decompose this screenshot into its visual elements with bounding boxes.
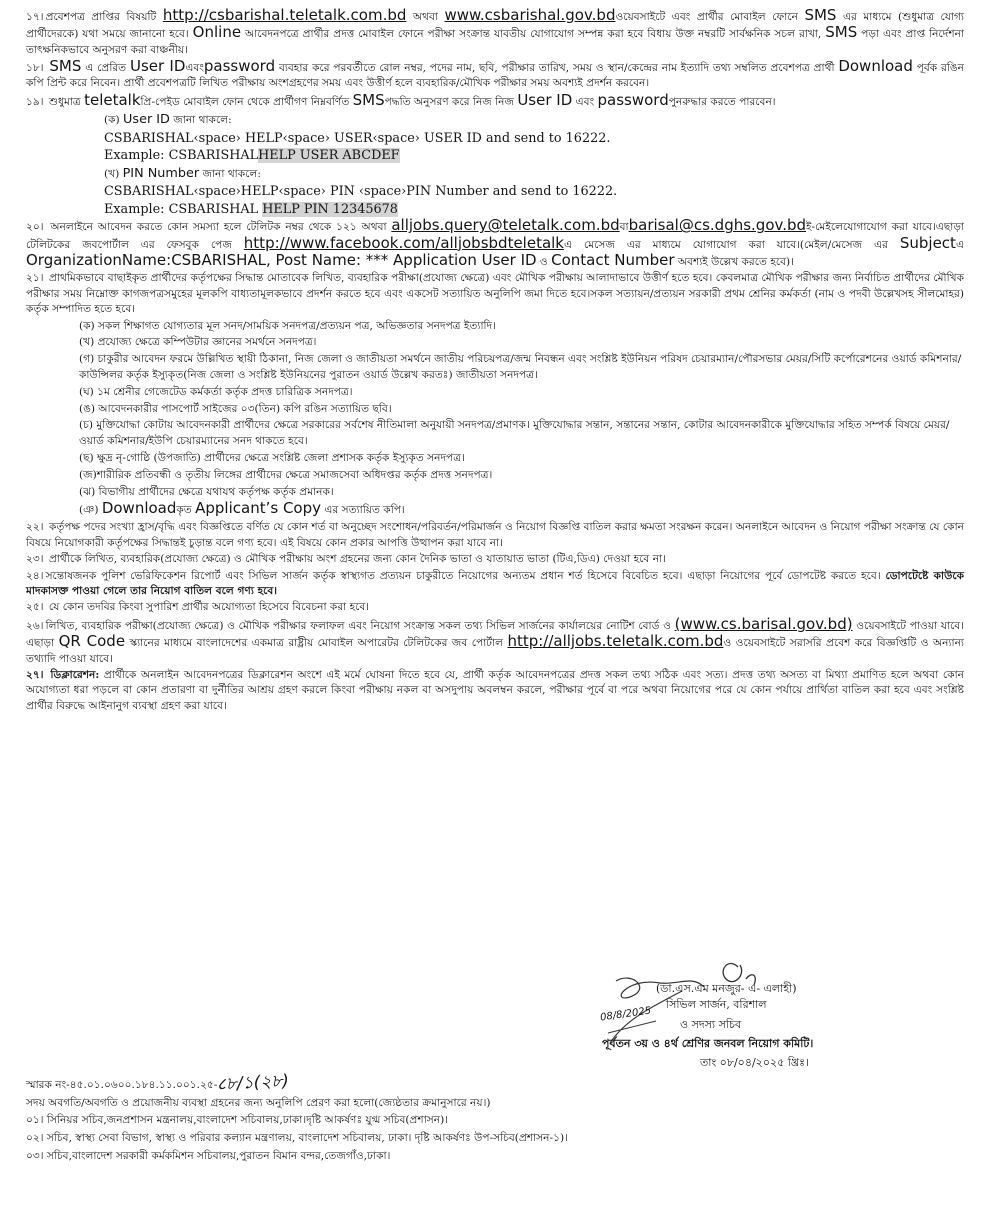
signature-date: তাং ০৮/০৪/২০২৫ খ্রিঃ। <box>700 1056 809 1069</box>
csbarishal-teletalk-link[interactable]: http://csbarishal.teletalk.com.bd <box>162 6 407 24</box>
distribution-item: ০৩। সচিব,বাংলাদেশ সরকারী কর্মকমিশন সচিবালয়,পুরাতন বিমান বন্দর,তেজগাঁও,ঢাকা। <box>26 1149 391 1162</box>
clause-17: ১৭। প্রবেশপত্র প্রাপ্তির বিষয়টি http://csbarishal.teletalk.com.bd অথবা www.csbarishal.gov.bdওয়েবসাইটে এবং প্রার্থীর মোবাইল ফোনে SMS এর মাধ্যমে (শুধুমাত্র যোগ্য প্রার্থীদেরকে) যথা সময়ে জানানো হবে। Online আবেদনপত্রে প্রার্থীর প্রদত্ত মোবাইল ফোনে পরীক্ষা সংক্রান্ত যাবতীয় যোগাযোগ সম্পন্ন করা হবে বিধায় উক্ত নম্বরটি সার্বক্ষনিক সচল রাখা, SMS পড়া এবং প্রাপ্ত নির্দেশনা তাৎক্ষনিকভাবে অনুসরণ করা বাঞ্চনীয়। <box>26 6 965 56</box>
list-item: (ঞ) Downloadকৃত Applicant’s Copy এর সত্যায়িত কপি। <box>79 499 405 518</box>
sms-help-instructions <box>104 111 964 218</box>
clause-number: ২৫। <box>26 601 44 614</box>
list-item: (ঝ) বিভাগীয় প্রার্থীদের ক্ষেত্রে যথাযথ কর্তৃপক্ষ কর্তৃক প্রমানক। <box>79 485 334 498</box>
memo-distribution <box>26 1071 966 1166</box>
sms-help-userid-example: Example: CSBARISHALHELP USER ABCDEF <box>104 148 400 164</box>
list-item: (খ) প্রযোজ্য ক্ষেত্রে কম্পিউটার জ্ঞানের সমর্থনে সনদপত্র। <box>79 336 317 349</box>
clause-number: ১৯। <box>26 95 44 108</box>
clause-26: ২৬। লিখিত, ব্যবহারিক পরীক্ষা(প্রযোজ্য ক্ষেত্রে) ও মৌখিক পরীক্ষার ফলাফল এবং নিয়োগ সংক্রান্ত সকল তথ্য সিভিল সার্জনের কার্যালয়ের নোটিশ বোর্ড ও (www.cs.barisal.gov.bd) ওয়েবসাইটে পাওয়া যাবে। এছাড়া QR Code স্ক্যানের মাধ্যমে বাংলাদেশের একমাত্র রাষ্ট্রীয় মোবাইল অপারেটর টেলিটকের জব পোর্টাল http://alljobs.teletalk.com.bdও ওয়েবসাইটে সরাসরি প্রবেশ করে বিজ্ঞপ্তিটি ও অন্যান্য তথ্যাদি পাওয়া যাবে। <box>26 614 964 665</box>
signature-block <box>596 955 976 1085</box>
clause-number: ১৭। <box>26 11 44 23</box>
sms-help-userid-format: CSBARISHAL‹space› HELP‹space› USER‹space› USER ID and send to 16222. <box>104 130 611 146</box>
signatory-name: (ডা.এস.এম মনজুর- এ- এলাহী) <box>656 982 797 995</box>
alljobs-teletalk-link[interactable]: http://alljobs.teletalk.com.bd <box>507 632 724 651</box>
cs-barisal-website-link[interactable]: (www.cs.barisal.gov.bd) <box>674 614 853 633</box>
clause-21: ২১। প্রাথমিকভাবে বাছাইকৃত প্রার্থীদের কর্তৃপক্ষের সিদ্ধান্ত মোতাবেক লিখিত, ব্যবহারিক পরীক্ষা(প্রযোজ্য ক্ষেত্রে) এবং মৌখিক পরীক্ষায় আলাদাভাবে উত্তীর্ণ হতে হবে। কেবলমাত্র মৌখিক পরীক্ষার জন্য নির্বাচিত প্রার্থীদের মৌখিক পরীক্ষার সময় নিম্নোক্ত কাগজপত্রসমুহের মূলকপি বাধ্যতামূলকভাবে প্রদর্শন করতে হবে এবং একসেট সত্যায়িত অনুলিপি জমা দিতে হবে।সকল সত্যায়ন/প্রত্যয়ন সরকারী প্রথম শ্রেনির কর্মকর্তা (নাম ও পদবী উল্লেখসহ সীলমোহর) কর্তৃক সম্পাদিত হতে হবে। <box>26 272 964 316</box>
clause-number: ২১। <box>26 272 44 285</box>
sms-help-pin-format: CSBARISHAL‹space›HELP‹space› PIN ‹space›PIN Number and send to 16222. <box>104 184 618 200</box>
signatory-title: সিভিল সার্জন, বরিশাল <box>666 998 767 1011</box>
list-item: (ক) সকল শিক্ষাগত যোগ্যতার মূল সনদ/সাময়িক সনদপত্র/প্রত্যয়ন পত্র, অভিজ্ঞতার সনদপত্র ইত্যাদি। <box>79 319 496 332</box>
barisal-email-link[interactable]: barisal@cs.dghs.gov.bd <box>628 216 807 235</box>
list-item: (ছ) ক্ষুদ্র নৃ-গোষ্ঠি (উপজাতি) প্রার্থীদের ক্ষেত্রে সংশ্লিষ্ট জেলা প্রশাসক কর্তৃক ইস্যুকৃত সনদপত্র। <box>79 451 465 464</box>
handwritten-memo-number: ८৮/১(২৮) <box>216 1071 290 1095</box>
list-item: (চ) মুক্তিযোদ্ধা কোটায় আবেদনকারী প্রার্থীদের ক্ষেত্রে সরকারের সর্বশেষ নীতিমালা অনুযায়ী সনদপত্র/প্রমাণক। মুক্তিযোদ্ধার সন্তান, সন্তানের সন্তান, কোটার আবেদনকারীকে মুক্তিযোদ্ধার সহিত সম্পর্ক বিষয়ে মেয়র/ওয়ার্ড কমিশনার/ইউপি চেয়ারম্যানের সনদ থাকতে হবে। <box>79 419 950 447</box>
list-item: (ঙ) আবেদনকারীর পাসপোর্ট সাইজের ০৩(তিন) কপি রঙিন সত্যায়িত ছবি। <box>79 402 392 415</box>
list-item: (ঘ) ১ম শ্রেনীর গেজেটেড কর্মকর্তা কর্তৃক প্রদত্ত চারিত্রিক সনদপত্র। <box>79 385 353 398</box>
memo-reference: স্মারক নং-৪৫.০১.০৬০০.১৮৪.১১.০০১.২৫-८৮/১(২৮) <box>26 1071 290 1095</box>
clause-23: ২৩। প্রার্থীকে লিখিত, ব্যবহারিক(প্রযোজ্য ক্ষেত্রে) ও মৌখিক পরীক্ষায় অংশ গ্রহনের জন্য কোন দৈনিক ভাতা ও যাতায়াত ভাতা (টিএ,ডিএ) দেওয়া হবে না। <box>26 553 666 566</box>
clause-25: ২৫। যে কোন তদবির কিংবা সুপারিশ প্রার্থীর অযোগ্যতা হিসেবে বিবেচনা করা হবে। <box>26 601 370 614</box>
distribution-item: ০১। সিনিয়র সচিব,জনপ্রশাসন মন্ত্রনালয়,বাংলাদেশ সচিবালয়,ঢাকা।দৃষ্টি আকর্ষণঃ যুগ্ম সচিব(প্রশাসন)। <box>26 1114 449 1127</box>
clause-20: ২০। অনলাইনে আবেদন করতে কোন সমস্যা হলে টেলিটক নম্বর থেকে ১২১ অথবা alljobs.query@teletalk.com.bdবাbarisal@cs.dghs.gov.bdই-মেইলেযোগাযোগ করা যাবে।এছাড়া টেলিটকের জবপোর্টাল এর ফেসবুক পেজ http://www.facebook.com/alljobsbdteletalkএ মেসেজ এর মাধ্যমে যোগাযোগ করা যাবে।(মেইল/মেসেজ এর Subjectএ OrganizationName:CSBARISHAL, Post Name: *** Application User ID ও Contact Number অবশ্যই উল্লেখ করতে হবে)। <box>26 216 964 269</box>
clause-number: ২২। <box>26 521 44 534</box>
facebook-page-link[interactable]: http://www.facebook.com/alljobsbdteletalk <box>243 233 564 252</box>
clause-27-declaration: ২৭। ডিক্লারেশন: প্রার্থীকে অনলাইন আবেদনপত্রের ডিক্লারেশন অংশে এই মর্মে ঘোষনা দিতে হবে যে, প্রার্থী কর্তৃক আবেদনপত্রের প্রদত্ত সকল তথ্য সঠিক এবং সত্য। প্রদত্ত তথ্য অসত্য বা মিথ্যা প্রমাণিত হলে অথবা কোন অযোগ্যতা ধরা পড়লে বা কোন প্রতারণা বা দুর্নীতির আশ্রয় গ্রহণ করলে কিংবা পরীক্ষায় নকল বা অসদুপায় অবলম্বন করলে, পরীক্ষার পূর্বে বা পরে অথবা নিয়োগের পরে যে কোন পর্যায়ে প্রার্থিতা বাতিল করা হবে এবং সংশ্লিষ্ট প্রার্থীর বিরুদ্ধে আইনানুগ ব্যবস্থা গ্রহণ করা যাবে। <box>26 668 964 712</box>
sms-help-userid-heading: (ক) User ID জানা থাকলে: <box>104 112 232 128</box>
sms-help-pin-example: Example: CSBARISHAL HELP PIN 12345678 <box>104 201 398 217</box>
clause-18: ১৮। SMS এ প্রেরিত User IDএবংpassword ব্যবহার করে পরবর্তীতে রোল নম্বর, পদের নাম, ছবি, পরীক্ষার তারিখ, সময় ও স্থান/কেন্দ্রের নাম ইত্যাদি তথ্য সম্বলিত প্রবেশপত্র প্রার্থী Download পূর্বক রঙিন কপি প্রিন্ট করে নিবেন। প্রার্থী প্রবেশপত্রটি লিখিত পরীক্ষায় অংশগ্রহণের সময় এবং উত্তীর্ণ হলে ব্যবহারিক/মৌখিক পরীক্ষার সময় অবশ্যই প্রদর্শন করবেন। <box>26 57 965 90</box>
required-documents-list <box>79 319 964 519</box>
clause-24: ২৪। সন্তোষজনক পুলিশ ভেরিফিকেশন রিপোর্ট এবং সিভিল সার্জন কর্তৃক স্বাস্থ্যগত প্রত্যয়ন চাকুরীতে নিয়োগের অন্যতম প্রধান শর্ত হিসেবে বিবেচিত হবে। এছাড়া নিয়োগের পূর্বে ডোপটেষ্ট করতে হবে। ডোপটেষ্টে কাউকে মাদকাসক্ত পাওয়া গেলে তার নিয়োগ বাতিল বলে গণ্য হবে। <box>26 569 965 597</box>
clause-19: ১৯। শুধুমাত্র teletalkপ্রি-পেইড মোবাইল ফোন থেকে প্রার্থীগণ নিম্নবর্ণিত SMSপদ্ধতি অনুসরণ করে নিজ নিজ User ID এবং passwordপুনরুদ্ধার করতে পারবেন। <box>26 90 776 109</box>
committee-name: পূর্বতন ৩য় ও ৪র্থ শ্রেণির জনবল নিয়োগ কমিটি। <box>602 1037 814 1050</box>
signatory-role: ও সদস্য সচিব <box>680 1018 742 1031</box>
sms-help-pin-heading: (খ) PIN Number জানা থাকলে: <box>104 165 261 181</box>
clause-number: ২৪। <box>26 569 44 582</box>
handwritten-date: 08/8/2025 <box>599 1005 652 1024</box>
csbarishal-gov-link[interactable]: www.csbarishal.gov.bd <box>444 6 616 24</box>
alljobs-query-email-link[interactable]: alljobs.query@teletalk.com.bd <box>391 216 620 235</box>
clause-number: ২৭। <box>26 668 44 681</box>
clause-number: ১৮। <box>26 62 44 75</box>
list-item: (গ) চাকুরীর আবেদন ফরমে উল্লিখিত স্থায়ী ঠিকানা, নিজ জেলা ও জাতীয়তা সমর্থনে জাতীয় পরিচয়পত্র/জন্ম নিবন্ধন এবং সংশ্লিষ্ট ইউনিয়ন পরিষদ চেয়ারম্যান/পৌরসভার মেয়র/সিটি কর্পোরেশনের ওয়ার্ড কমিশনার/কাউন্সিলর কর্তৃক ইস্যুকৃত(নিজ জেলা ও সংশ্লিষ্ট ইউনিয়নের পুরাতন ওয়ার্ড উল্লেখ করতঃ) জাতীয়তা সনদপত্র। <box>79 353 962 381</box>
clause-number: ২৩। <box>26 553 44 566</box>
clause-number: ২৬। <box>26 619 44 632</box>
clause-number: ২০। <box>26 221 44 234</box>
distribution-intro: সদয় অবগতি/অবগতি ও প্রয়োজনীয় ব্যবস্থা গ্রহনের জন্য অনুলিপি প্রেরণ করা হলো(জ্যেষ্ঠতার ক্রমানুসারে নয়।) <box>26 1096 491 1109</box>
distribution-item: ০২। সচিব, স্বাস্থ্য সেবা বিভাগ, স্বাস্থ্য ও পরিবার কল্যান মন্ত্রণালয়, বাংলাদেশ সচিবালয়, ঢাকা। দৃষ্টি আকর্ষণঃ উপ-সচিব(প্রশাসন-১)। <box>26 1132 568 1145</box>
clause-22: ২২। কর্তৃপক্ষ পদের সংখ্যা হ্রাস/বৃদ্ধি এবং বিজ্ঞপ্তিতে বর্ণিত যে কোন শর্ত বা অনুচ্ছেদ সংশোধন/পরিবর্তন/পরিমার্জন ও নিয়োগ বিজ্ঞপ্তি বাতিল করার ক্ষমতা সংরক্ষন করেন। অনলাইনে আবেদন ও নিয়োগ পরীক্ষা সংক্রান্ত যে কোন বিষয়ে নিয়োগকারী কর্তৃপক্ষের সিদ্ধান্তই চুড়ান্ত বলে গণ্য হবে। এই বিষয়ে কোন প্রকার আপত্তি উত্থাপন করা যাবে না। <box>26 521 964 549</box>
list-item: (জ)শারীরিক প্রতিবন্ধী ও তৃতীয় লিঙ্গের প্রার্থীদের ক্ষেত্রে সমাজসেবা অধিদপ্তর কর্তৃক প্রদত্ত সনদপত্র। <box>79 468 493 481</box>
